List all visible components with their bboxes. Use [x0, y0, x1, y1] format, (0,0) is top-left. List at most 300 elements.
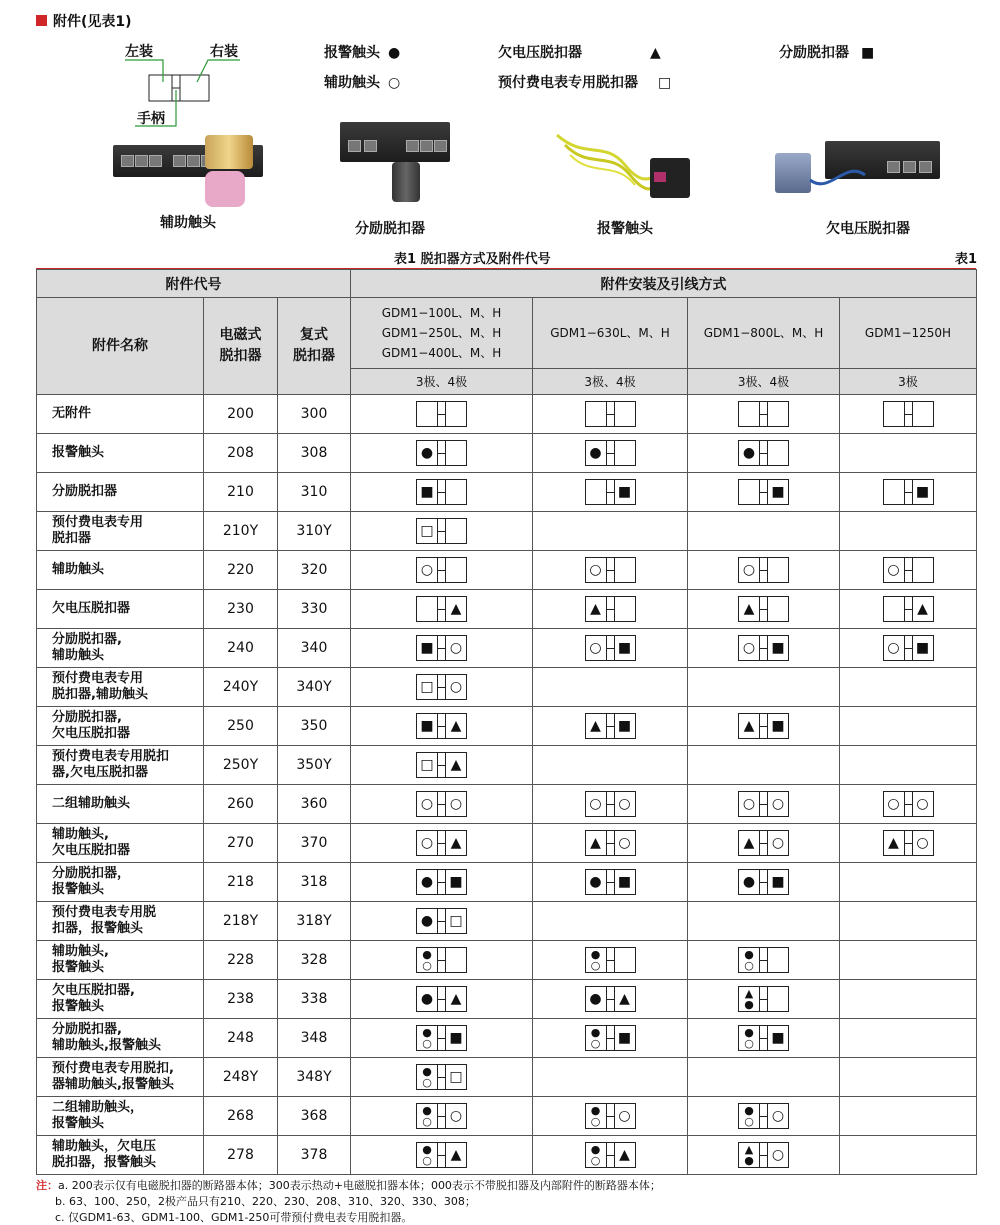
- undervoltage-icon: ▲: [744, 987, 754, 1000]
- symbol-slot: [447, 1105, 465, 1127]
- wiring-cell: [840, 1136, 977, 1175]
- wiring-cell: [533, 590, 688, 629]
- wiring-cell: [840, 434, 977, 473]
- shunt-release-icon: ■: [771, 1030, 785, 1046]
- alarm-contact-icon: ●: [744, 998, 754, 1011]
- em-release-code: 210: [204, 473, 278, 512]
- aux-contact-icon: ○: [771, 1108, 785, 1124]
- accessory-name: 预付费电表专用脱扣, 器辅助触头,报警触头: [37, 1058, 204, 1097]
- table-row: [37, 785, 977, 824]
- shunt-release-photo: [340, 122, 460, 212]
- accessory-name: 预付费电表专用脱扣 器,欠电压脱扣器: [37, 746, 204, 785]
- shunt-release-icon: ■: [771, 640, 785, 656]
- breaker-outline-diagram: [416, 947, 467, 973]
- aux-contact-icon: ○: [449, 796, 463, 812]
- legend-shunt: 分励脱扣器 ■: [779, 45, 875, 61]
- breaker-outline-diagram: [416, 401, 467, 427]
- symbol-slot: [769, 403, 787, 425]
- symbol-slot: [418, 754, 436, 776]
- wiring-cell: [533, 551, 688, 590]
- aux-contact-icon: ○: [916, 796, 929, 812]
- symbol-slot: [587, 988, 605, 1010]
- wiring-cell: [533, 707, 688, 746]
- filled-triangle-icon: ▲: [650, 45, 661, 61]
- wiring-cell: [351, 473, 533, 512]
- symbol-slot: [769, 949, 787, 971]
- prepaid-release-icon: □: [420, 523, 434, 539]
- alarm-contact-caption: 报警触头: [597, 221, 653, 237]
- table-row: [37, 1136, 977, 1175]
- symbol-slot: [740, 832, 758, 854]
- wiring-cell: [840, 863, 977, 902]
- symbol-slot: [740, 1027, 758, 1049]
- breaker-outline-diagram: [738, 869, 789, 895]
- accessory-name: 辅助触头, 欠电压脱扣器: [37, 824, 204, 863]
- aux-contact-icon: ○: [422, 1154, 432, 1167]
- poles-header: 3极、4极: [533, 369, 688, 395]
- symbol-slot: [616, 793, 634, 815]
- symbol-slot: [885, 793, 903, 815]
- symbol-slot: [616, 1105, 634, 1127]
- breaker-outline-diagram: [416, 635, 467, 661]
- aux-contact-caption: 辅助触头: [160, 215, 216, 231]
- prepaid-release-icon: □: [449, 1069, 463, 1085]
- aux-contact-icon: ○: [449, 679, 463, 695]
- breaker-outline-diagram: [585, 830, 636, 856]
- compound-release-code: 338: [278, 980, 351, 1019]
- em-release-code: 220: [204, 551, 278, 590]
- alarm-contact-icon: ●: [422, 1026, 432, 1039]
- symbol-slot: [418, 715, 436, 737]
- symbol-slot: [616, 598, 634, 620]
- wiring-cell: [351, 902, 533, 941]
- compound-release-code: 378: [278, 1136, 351, 1175]
- aux-contact-icon: ○: [771, 835, 785, 851]
- aux-contact-icon: ○: [420, 835, 434, 851]
- shunt-release-icon: ■: [915, 484, 930, 500]
- wiring-cell: [688, 512, 840, 551]
- undervoltage-icon: ▲: [450, 835, 462, 851]
- symbol-slot: [418, 871, 436, 893]
- symbol-slot: [616, 988, 634, 1010]
- symbol-slot: [769, 1144, 787, 1166]
- symbol-slot: [587, 1027, 605, 1049]
- breaker-outline-diagram: [416, 752, 467, 778]
- compound-release-code: 310Y: [278, 512, 351, 551]
- breaker-outline-diagram: [738, 440, 789, 466]
- accessory-name: 分励脱扣器， 报警触头: [37, 863, 204, 902]
- symbol-slot: [418, 1105, 436, 1127]
- table-row: [37, 1019, 977, 1058]
- aux-contact-icon: ○: [618, 835, 631, 851]
- aux-contact-icon: ○: [887, 562, 900, 578]
- accessory-name: 无附件: [37, 395, 204, 434]
- wiring-cell: [533, 902, 688, 941]
- compound-release-code: 350Y: [278, 746, 351, 785]
- em-release-code: 238: [204, 980, 278, 1019]
- breaker-outline-diagram: [883, 596, 934, 622]
- symbol-slot: [740, 1144, 758, 1166]
- accessory-code-table: [36, 269, 977, 1175]
- table-row: [37, 707, 977, 746]
- accessory-name: 分励脱扣器, 辅助触头,报警触头: [37, 1019, 204, 1058]
- legend-alarm: 报警触头 ●: [324, 45, 401, 61]
- wiring-cell: [351, 824, 533, 863]
- em-release-code: 230: [204, 590, 278, 629]
- shunt-release-icon: ■: [420, 718, 434, 734]
- shunt-release-icon: ■: [449, 1030, 463, 1046]
- wiring-cell: [351, 629, 533, 668]
- wiring-cell: [688, 746, 840, 785]
- symbol-slot: [447, 1144, 465, 1166]
- wiring-cell: [351, 551, 533, 590]
- wiring-cell: [840, 1058, 977, 1097]
- wiring-cell: [688, 590, 840, 629]
- em-release-code: 218Y: [204, 902, 278, 941]
- alarm-contact-icon: ●: [422, 1065, 432, 1078]
- wiring-cell: [840, 785, 977, 824]
- compound-release-code: 300: [278, 395, 351, 434]
- alarm-contact-icon: ●: [590, 1026, 601, 1039]
- wiring-cell: [351, 707, 533, 746]
- symbol-slot: [447, 715, 465, 737]
- symbol-slot: [447, 520, 465, 542]
- em-release-code: 260: [204, 785, 278, 824]
- hollow-square-icon: □: [658, 75, 672, 91]
- filled-circle-icon: ●: [388, 45, 401, 61]
- symbol-slot: [769, 871, 787, 893]
- em-release-code: 200: [204, 395, 278, 434]
- aux-contact-icon: ○: [744, 959, 754, 972]
- symbol-slot: [769, 598, 787, 620]
- compound-release-code: 310: [278, 473, 351, 512]
- breaker-outline-diagram: [416, 518, 467, 544]
- symbol-slot: [616, 481, 634, 503]
- aux-contact-photo: [113, 135, 273, 210]
- undervoltage-icon: ▲: [743, 718, 755, 734]
- wiring-cell: [840, 941, 977, 980]
- symbol-slot: [769, 559, 787, 581]
- symbol-slot: [885, 481, 903, 503]
- alarm-contact-icon: ●: [742, 874, 756, 890]
- wiring-cell: [688, 863, 840, 902]
- breaker-outline-diagram: [738, 479, 789, 505]
- symbol-slot: [740, 1105, 758, 1127]
- compound-release-code: 328: [278, 941, 351, 980]
- alarm-contact-icon: ●: [422, 1143, 432, 1156]
- aux-contact-icon: ○: [422, 1037, 432, 1050]
- breaker-outline-diagram: [738, 557, 789, 583]
- accessory-name: 分励脱扣器, 辅助触头: [37, 629, 204, 668]
- alarm-contact-icon: ●: [422, 948, 432, 961]
- symbol-slot: [587, 403, 605, 425]
- undervoltage-icon: ▲: [450, 1147, 462, 1163]
- alarm-contact-icon: ●: [590, 1143, 601, 1156]
- note-lead: 注：: [36, 1179, 58, 1192]
- wiring-cell: [688, 941, 840, 980]
- aux-contact-icon: ○: [590, 1154, 601, 1167]
- undervoltage-release-photo: [775, 135, 945, 210]
- symbol-slot: [740, 715, 758, 737]
- aux-contact-icon: ○: [887, 796, 900, 812]
- breaker-outline-diagram: [416, 479, 467, 505]
- poles-header: 3极: [840, 369, 977, 395]
- wiring-cell: [351, 1136, 533, 1175]
- accessory-name: 分励脱扣器, 欠电压脱扣器: [37, 707, 204, 746]
- symbol-slot: [885, 832, 903, 854]
- alarm-contact-icon: ●: [744, 948, 754, 961]
- breaker-outline-diagram: [416, 674, 467, 700]
- breaker-outline-diagram: [883, 401, 934, 427]
- wiring-cell: [688, 668, 840, 707]
- wiring-cell: [533, 746, 688, 785]
- breaker-outline-diagram: [416, 713, 467, 739]
- symbol-slot: [769, 793, 787, 815]
- symbol-slot: [447, 1027, 465, 1049]
- breaker-outline-diagram: [738, 1142, 789, 1168]
- table-label-right: 表1: [955, 252, 978, 267]
- wiring-cell: [688, 785, 840, 824]
- symbol-slot: [447, 442, 465, 464]
- aux-contact-icon: ○: [744, 1037, 754, 1050]
- table-row: [37, 1058, 977, 1097]
- wiring-cell: [840, 629, 977, 668]
- wiring-cell: [688, 902, 840, 941]
- symbol-slot: [447, 949, 465, 971]
- handle-label: 手柄: [137, 111, 165, 127]
- symbol-slot: [740, 598, 758, 620]
- install-wiring-header: 附件安装及引线方式: [351, 270, 977, 298]
- alarm-contact-icon: ●: [742, 445, 756, 461]
- symbol-slot: [447, 559, 465, 581]
- breaker-outline-diagram: [416, 830, 467, 856]
- shunt-release-icon: ■: [617, 1030, 632, 1046]
- breaker-outline-diagram: [416, 440, 467, 466]
- breaker-outline-diagram: [738, 1103, 789, 1129]
- breaker-outline-diagram: [585, 479, 636, 505]
- undervoltage-icon: ▲: [888, 835, 899, 851]
- accessory-name: 预付费电表专用 脱扣器,辅助触头: [37, 668, 204, 707]
- symbol-slot: [587, 481, 605, 503]
- aux-contact-icon: ○: [449, 640, 463, 656]
- em-release-code: 270: [204, 824, 278, 863]
- wiring-cell: [840, 668, 977, 707]
- table-row: [37, 1097, 977, 1136]
- shunt-release-icon: ■: [617, 640, 632, 656]
- symbol-slot: [418, 676, 436, 698]
- breaker-outline-diagram: [883, 557, 934, 583]
- aux-contact-icon: ○: [618, 1108, 631, 1124]
- alarm-contact-icon: ●: [744, 1026, 754, 1039]
- symbol-slot: [914, 559, 932, 581]
- symbol-slot: [616, 949, 634, 971]
- symbol-slot: [418, 520, 436, 542]
- undervoltage-icon: ▲: [450, 991, 462, 1007]
- symbol-slot: [447, 676, 465, 698]
- symbol-slot: [885, 637, 903, 659]
- undervoltage-icon: ▲: [917, 601, 928, 617]
- symbol-slot: [914, 637, 932, 659]
- right-install-label: 右装: [210, 44, 238, 60]
- compound-release-code: 370: [278, 824, 351, 863]
- alarm-contact-icon: ●: [589, 991, 602, 1007]
- wiring-cell: [533, 863, 688, 902]
- breaker-outline-diagram: [738, 635, 789, 661]
- symbol-slot: [587, 598, 605, 620]
- symbol-slot: [447, 637, 465, 659]
- breaker-outline-diagram: [416, 1064, 467, 1090]
- symbol-slot: [769, 1027, 787, 1049]
- shunt-release-icon: ■: [420, 640, 434, 656]
- wiring-cell: [688, 1058, 840, 1097]
- breaker-outline-diagram: [585, 401, 636, 427]
- wiring-cell: [840, 980, 977, 1019]
- shunt-release-icon: ■: [617, 484, 632, 500]
- symbol-slot: [616, 403, 634, 425]
- aux-contact-icon: ○: [887, 640, 900, 656]
- compound-release-code: 350: [278, 707, 351, 746]
- shunt-release-icon: ■: [915, 640, 930, 656]
- wiring-cell: [840, 395, 977, 434]
- legend-undervoltage: 欠电压脱扣器 ▲: [498, 45, 661, 61]
- symbol-slot: [447, 481, 465, 503]
- wiring-cell: [840, 551, 977, 590]
- wiring-cell: [351, 941, 533, 980]
- symbol-slot: [418, 637, 436, 659]
- breaker-outline-diagram: [585, 1025, 636, 1051]
- compound-release-code: 318Y: [278, 902, 351, 941]
- alarm-contact-icon: ●: [420, 874, 434, 890]
- alarm-contact-icon: ●: [420, 913, 434, 929]
- em-release-code: 240: [204, 629, 278, 668]
- symbol-slot: [740, 481, 758, 503]
- breaker-outline-diagram: [416, 869, 467, 895]
- wiring-cell: [533, 395, 688, 434]
- wiring-cell: [688, 473, 840, 512]
- table-row: [37, 434, 977, 473]
- symbol-slot: [447, 988, 465, 1010]
- symbol-slot: [616, 715, 634, 737]
- aux-contact-icon: ○: [618, 796, 631, 812]
- aux-contact-icon: ○: [449, 1108, 463, 1124]
- symbol-slot: [418, 1027, 436, 1049]
- breaker-outline-diagram: [585, 869, 636, 895]
- wiring-cell: [351, 434, 533, 473]
- symbol-slot: [769, 442, 787, 464]
- undervoltage-release-caption: 欠电压脱扣器: [826, 221, 910, 237]
- symbol-slot: [885, 598, 903, 620]
- em-release-code: 268: [204, 1097, 278, 1136]
- symbol-slot: [769, 637, 787, 659]
- accessory-name: 分励脱扣器: [37, 473, 204, 512]
- wiring-cell: [351, 512, 533, 551]
- em-release-code: 240Y: [204, 668, 278, 707]
- symbol-slot: [740, 637, 758, 659]
- symbol-slot: [418, 1066, 436, 1088]
- model-header: GDM1−800L、M、H: [688, 298, 840, 369]
- em-release-header: 电磁式 脱扣器: [204, 298, 278, 395]
- note-line-b: b. 63、100、250，2极产品只有210、220、230、208、310、320、330、308；: [55, 1195, 476, 1208]
- symbol-slot: [418, 481, 436, 503]
- breaker-outline-diagram: [585, 713, 636, 739]
- wiring-cell: [351, 668, 533, 707]
- breaker-outline-diagram: [585, 1142, 636, 1168]
- symbol-slot: [769, 988, 787, 1010]
- alarm-contact-icon: ●: [420, 445, 434, 461]
- undervoltage-icon: ▲: [590, 601, 601, 617]
- compound-release-header: 复式 脱扣器: [278, 298, 351, 395]
- wiring-cell: [533, 434, 688, 473]
- shunt-release-icon: ■: [771, 874, 785, 890]
- symbol-slot: [447, 403, 465, 425]
- wiring-cell: [688, 980, 840, 1019]
- wiring-cell: [533, 512, 688, 551]
- prepaid-release-icon: □: [420, 679, 434, 695]
- wiring-cell: [351, 395, 533, 434]
- wiring-cell: [840, 902, 977, 941]
- aux-contact-icon: ○: [742, 640, 756, 656]
- wiring-cell: [533, 941, 688, 980]
- wiring-cell: [840, 590, 977, 629]
- poles-header: 3极、4极: [688, 369, 840, 395]
- breaker-outline-diagram: [416, 908, 467, 934]
- symbol-slot: [447, 754, 465, 776]
- wiring-cell: [840, 707, 977, 746]
- section-marker: [36, 15, 47, 26]
- accessory-name: 辅助触头, 报警触头: [37, 941, 204, 980]
- aux-contact-icon: ○: [422, 1115, 432, 1128]
- aux-contact-icon: ○: [742, 796, 756, 812]
- accessory-name-header: 附件名称: [37, 298, 204, 395]
- undervoltage-icon: ▲: [450, 718, 462, 734]
- undervoltage-icon: ▲: [619, 991, 630, 1007]
- undervoltage-icon: ▲: [450, 601, 462, 617]
- symbol-slot: [587, 559, 605, 581]
- table-row: [37, 746, 977, 785]
- breaker-outline-diagram: [585, 947, 636, 973]
- compound-release-code: 340Y: [278, 668, 351, 707]
- wiring-cell: [351, 1019, 533, 1058]
- aux-contact-icon: ○: [744, 1115, 754, 1128]
- breaker-outline-diagram: [585, 791, 636, 817]
- hollow-circle-icon: ○: [388, 75, 401, 91]
- symbol-slot: [885, 559, 903, 581]
- wiring-cell: [351, 590, 533, 629]
- compound-release-code: 368: [278, 1097, 351, 1136]
- breaker-outline-diagram: [738, 713, 789, 739]
- wiring-cell: [351, 785, 533, 824]
- model-header: GDM1−100L、M、H GDM1−250L、M、H GDM1−400L、M、H: [351, 298, 533, 369]
- symbol-slot: [418, 598, 436, 620]
- aux-contact-icon: ○: [916, 835, 929, 851]
- breaker-outline-diagram: [416, 986, 467, 1012]
- symbol-slot: [740, 793, 758, 815]
- breaker-outline-diagram: [883, 635, 934, 661]
- table-row: [37, 668, 977, 707]
- symbol-slot: [740, 559, 758, 581]
- symbol-slot: [418, 442, 436, 464]
- accessory-name: 预付费电表专用 脱扣器: [37, 512, 204, 551]
- symbol-slot: [587, 949, 605, 971]
- accessory-name: 辅助触头，欠电压 脱扣器，报警触头: [37, 1136, 204, 1175]
- aux-contact-icon: ○: [589, 796, 602, 812]
- aux-contact-icon: ○: [422, 1076, 432, 1089]
- symbol-slot: [418, 793, 436, 815]
- symbol-slot: [418, 559, 436, 581]
- symbol-slot: [740, 403, 758, 425]
- breaker-outline-diagram: [883, 791, 934, 817]
- symbol-slot: [447, 598, 465, 620]
